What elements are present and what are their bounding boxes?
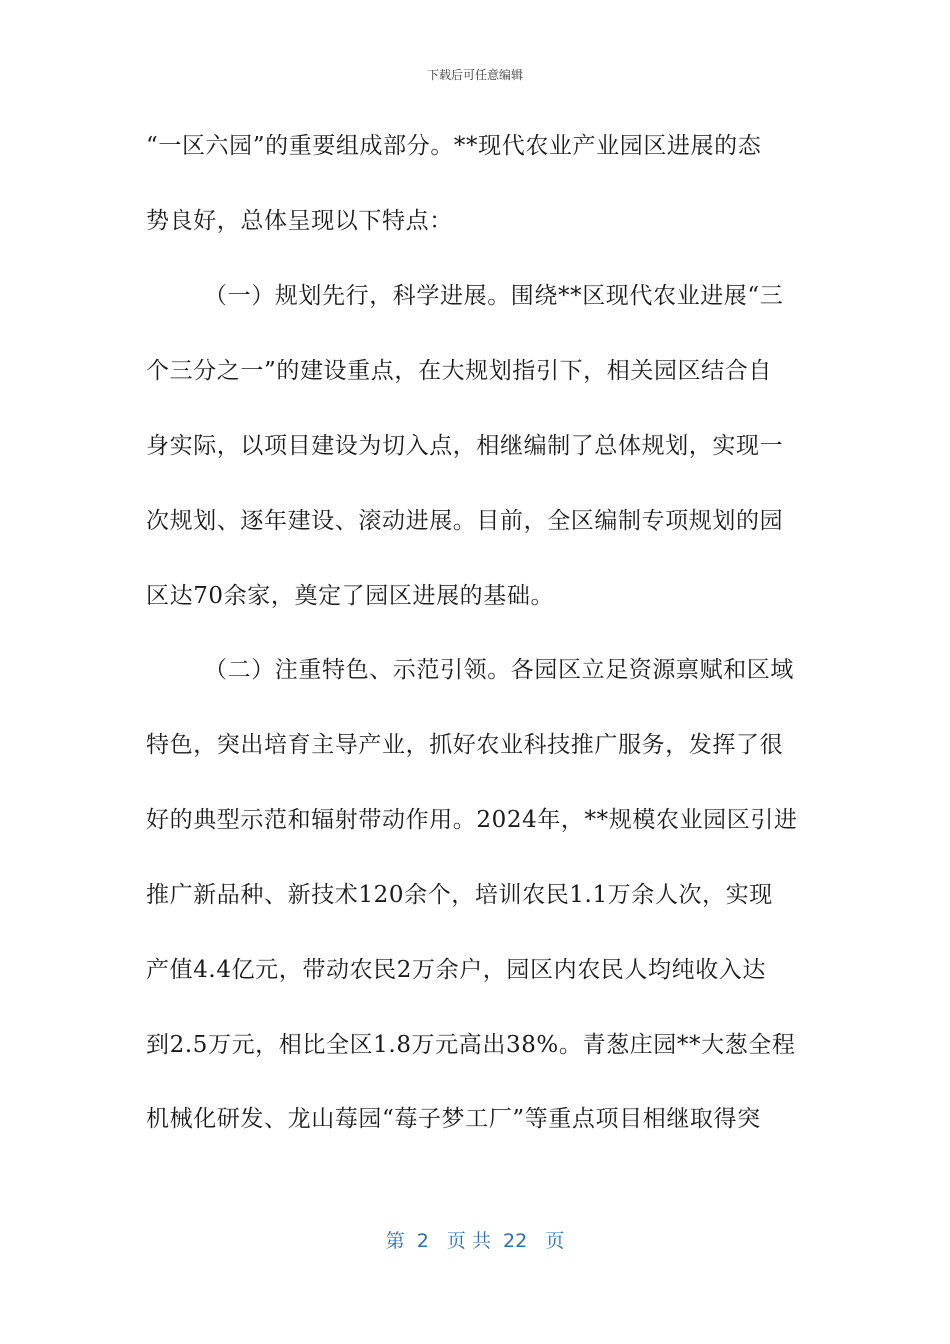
text-line: 产值4.4亿元，带动农民2万余户，园区内农民人均纯收入达 [146, 957, 767, 983]
text-line: 势良好，总体呈现以下特点： [146, 208, 453, 234]
text-line: 次规划、逐年建设、滚动进展。目前，全区编制专项规划的园 [146, 508, 784, 534]
text-line: “一区六园”的重要组成部分。**现代农业产业园区进展的态 [146, 133, 762, 159]
paragraph-start-line: （一）规划先行，科学进展。围绕**区现代农业进展“三 [204, 283, 784, 309]
text-line: 机械化研发、龙山莓园“莓子梦工厂”等重点项目相继取得突 [146, 1106, 761, 1132]
page-number-footer: 第 2 页 共 22 页 [385, 1230, 565, 1252]
text-line: 个三分之一”的建设重点，在大规划指引下，相关园区结合自 [146, 358, 772, 384]
text-line: 好的典型示范和辐射带动作用。2024年，**规模农业园区引进 [146, 807, 798, 833]
header-note: 下载后可任意编辑 [426, 68, 523, 82]
text-line: 身实际，以项目建设为切入点，相继编制了总体规划，实现一 [146, 433, 784, 459]
text-line: 推广新品种、新技术120余个，培训农民1.1万余人次，实现 [146, 882, 773, 908]
text-line: 区达70余家，奠定了园区进展的基础。 [146, 583, 555, 609]
text-line: 特色，突出培育主导产业，抓好农业科技推广服务，发挥了很 [146, 732, 784, 758]
text-line: 到2.5万元，相比全区1.8万元高出38%。青葱庄园**大葱全程 [146, 1032, 796, 1058]
paragraph-start-line: （二）注重特色、示范引领。各园区立足资源禀赋和区域 [204, 657, 794, 683]
